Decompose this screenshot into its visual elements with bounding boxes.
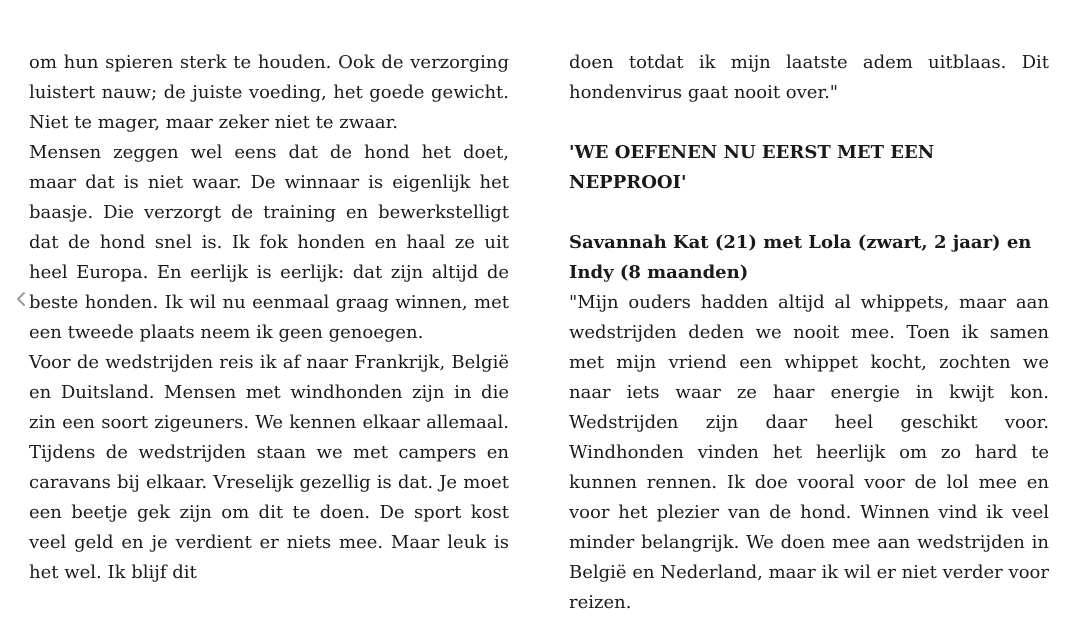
subheading: Savannah Kat (21) met Lola (zwart, 2 jaar) en Indy (8 maanden) xyxy=(569,232,1032,283)
left-column xyxy=(29,48,509,588)
spacer xyxy=(569,108,1049,138)
previous-page-button[interactable] xyxy=(13,290,29,312)
spacer xyxy=(569,198,1049,228)
paragraph: Voor de wedstrijden reis ik af naar Frankrijk, België en Duitsland. Mensen met windhonden zijn in die zin een soort zigeuners. We kennen elkaar allemaal. Tijdens de wedstrijden staan we met campers en caravans bij elkaar. Vreselijk gezellig is dat. Je moet een beetje gek zijn om dit te doen. De sport kost veel geld en je verdient er niets mee. Maar leuk is het wel. Ik blijf dit xyxy=(29,352,509,583)
chevron-left-icon xyxy=(15,291,27,311)
paragraph: "Mijn ouders hadden altijd al whippets, maar aan wedstrijden deden we nooit mee. Toen ik samen met mijn vriend een whippet kocht, zochten we naar iets waar ze haar energie in kwijt kon. Wedstrijden zijn daar heel geschikt voor. Windhonden vinden het heerlijk om zo hard te kunnen rennen. Ik doe vooral voor de lol mee en voor het plezier van de hond. Winnen vind ik veel minder belangrijk. We doen mee aan wedstrijden in België en Nederland, maar ik wil er niet verder voor reizen. xyxy=(569,292,1049,613)
paragraph: doen totdat ik mijn laatste adem uitblaas. Dit hondenvirus gaat nooit over." xyxy=(569,52,1049,103)
paragraph: Mensen zeggen wel eens dat de hond het doet, maar dat is niet waar. De winnaar is eigenlijk het baasje. Die verzorgt de training en bewerkstelligt dat de hond snel is. Ik fok honden en haal ze uit heel Europa. En eerlijk is eerlijk: dat zijn altijd de beste honden. Ik wil nu eenmaal graag winnen, met een tweede plaats neem ik geen genoegen. xyxy=(29,142,509,343)
section-heading: 'WE OEFENEN NU EERST MET EEN NEPPROOI' xyxy=(569,142,935,193)
paragraph: om hun spieren sterk te houden. Ook de verzorging luistert nauw; de juiste voeding, het goede gewicht. Niet te mager, maar zeker niet te zwaar. xyxy=(29,52,509,133)
right-column xyxy=(569,48,1049,618)
